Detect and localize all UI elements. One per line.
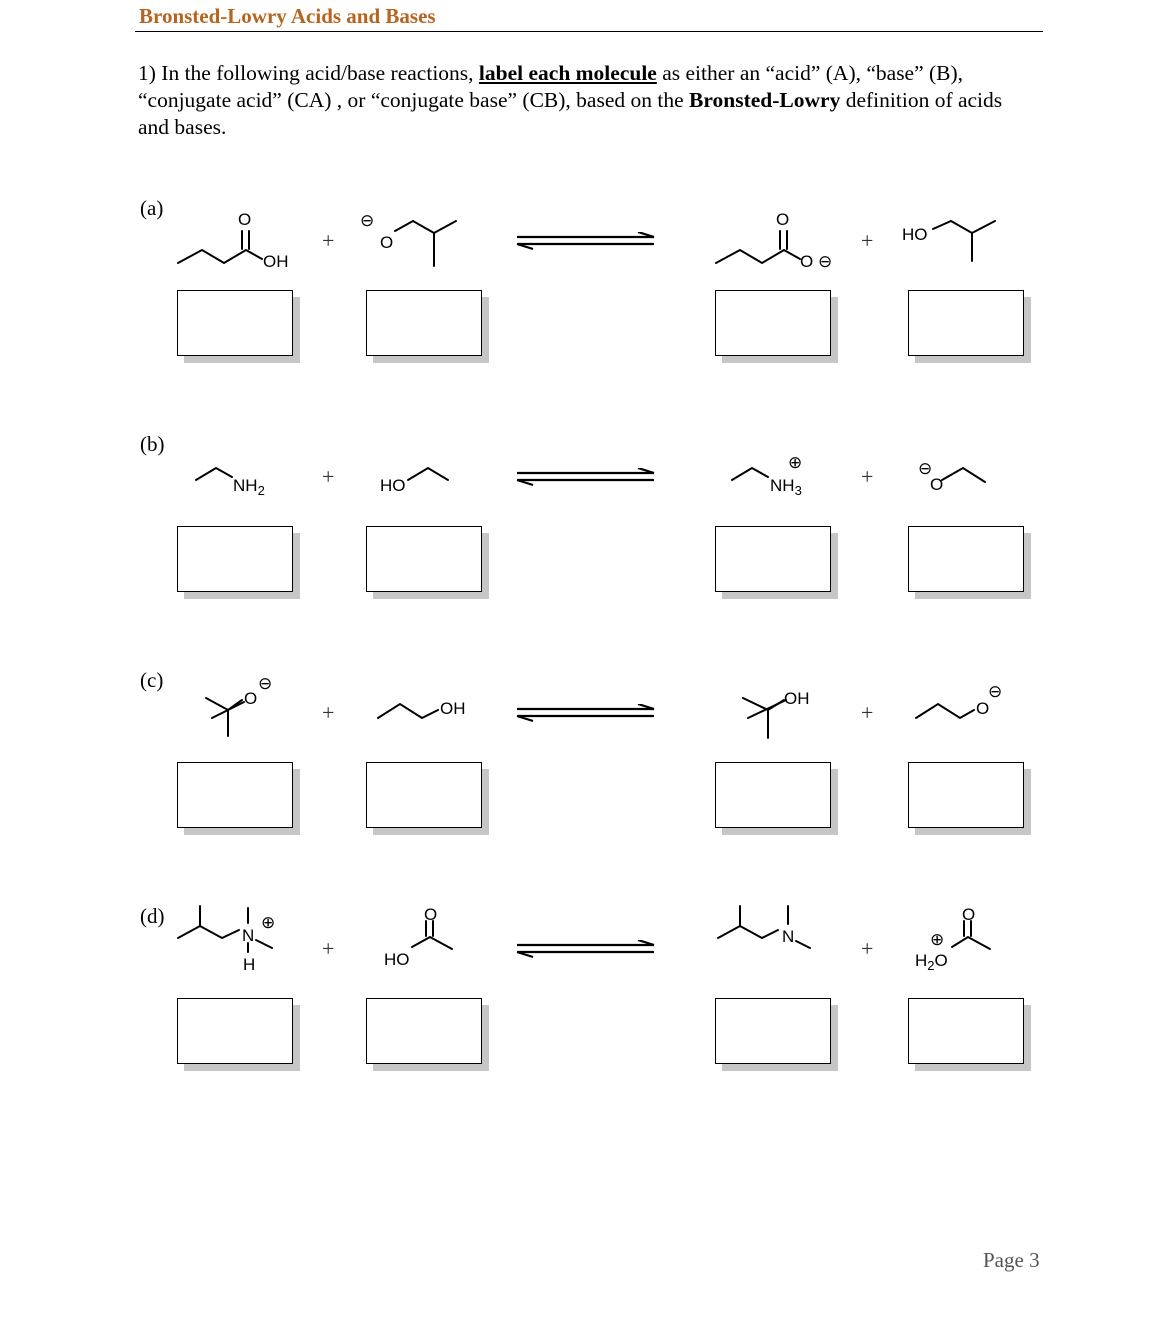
plus-sign: + [322, 936, 335, 961]
hydroxyl-group: OH [263, 252, 289, 271]
instructions-part-1: 1) In the following acid/base reactions, [138, 61, 479, 85]
plus-sign: + [322, 700, 335, 725]
alkoxide-oxygen: O [930, 475, 944, 494]
answer-box-b-1[interactable] [177, 526, 293, 592]
alkoxide-oxygen: O [380, 233, 394, 252]
instructions-bold: Bronsted-Lowry [689, 88, 841, 112]
answer-box-a-4[interactable] [908, 290, 1024, 356]
hydroxyl-group: OH [784, 689, 810, 708]
nitrogen-hydrogen: H [243, 955, 256, 974]
hydronium-oxygen: $H_2O$ [915, 951, 948, 973]
plus-sign: + [861, 936, 874, 961]
answer-box-a-2[interactable] [366, 290, 482, 356]
reaction-d-label: (d) [140, 904, 165, 928]
page-number: Page 3 [983, 1248, 1040, 1272]
plus-sign: + [861, 464, 874, 489]
worksheet-title: Bronsted-Lowry Acids and Bases [139, 4, 436, 28]
equilibrium-arrows [512, 940, 662, 960]
answer-box-c-1[interactable] [177, 762, 293, 828]
reaction-c-label: (c) [140, 668, 164, 692]
alkoxide-oxygen: O [976, 699, 990, 718]
plus-sign: + [861, 700, 874, 725]
reaction-d-conjugate-base-molecule [712, 900, 822, 960]
answer-box-d-4[interactable] [908, 998, 1024, 1064]
question-instructions [138, 60, 1038, 141]
answer-box-d-2[interactable] [366, 998, 482, 1064]
answer-box-c-2[interactable] [366, 762, 482, 828]
reaction-a-acid-molecule [170, 205, 310, 280]
positive-charge-icon: ⊕ [788, 453, 803, 472]
equilibrium-arrows [512, 232, 662, 252]
plus-sign: + [322, 228, 335, 253]
carboxylate-oxygen: O [800, 252, 814, 271]
reaction-a-base-molecule [355, 205, 465, 275]
answer-box-a-1[interactable] [177, 290, 293, 356]
reaction-b-acid-molecule [376, 455, 466, 505]
answer-box-d-3[interactable] [715, 998, 831, 1064]
answer-box-a-3[interactable] [715, 290, 831, 356]
reaction-c-conjugate-base-molecule [912, 678, 1012, 738]
answer-box-c-3[interactable] [715, 762, 831, 828]
reaction-b-label: (b) [140, 432, 165, 456]
positive-charge-icon: ⊕ [930, 930, 945, 949]
instructions-part-2: as either an “acid” (A), “base” (B), “conjugate acid” (CA) , or “conjugate base” (CB), based on the [138, 61, 964, 112]
ammonium-nitrogen: N [242, 926, 255, 945]
reaction-a-label: (a) [140, 196, 164, 220]
reaction-b-conjugate-base-molecule [915, 452, 1005, 502]
alkoxide-oxygen: O [244, 689, 258, 708]
carbonyl-oxygen: O [424, 905, 438, 924]
ammonium-group: $NH_3$ [770, 476, 802, 498]
reaction-b-conjugate-acid-molecule [726, 448, 836, 508]
answer-box-d-1[interactable] [177, 998, 293, 1064]
reaction-c-conjugate-acid-molecule [740, 680, 830, 745]
answer-box-c-4[interactable] [908, 762, 1024, 828]
amine-nitrogen: N [782, 927, 795, 946]
carbonyl-oxygen: O [776, 210, 790, 229]
reaction-d-conjugate-acid-molecule [912, 905, 1012, 975]
reaction-a-conjugate-base-molecule [708, 205, 848, 280]
equilibrium-arrows [512, 468, 662, 488]
plus-sign: + [861, 228, 874, 253]
reaction-c-base-molecule [198, 670, 288, 745]
answer-box-b-4[interactable] [908, 526, 1024, 592]
reaction-d-base-molecule [380, 905, 470, 975]
plus-sign: + [322, 464, 335, 489]
answer-box-b-2[interactable] [366, 526, 482, 592]
instructions-part-3: definition of acids and bases. [138, 88, 1003, 139]
amine-group: $NH_2$ [233, 476, 265, 498]
answer-box-b-3[interactable] [715, 526, 831, 592]
hydroxyl-group: HO [384, 950, 410, 969]
carbonyl-oxygen: O [238, 210, 252, 229]
carbonyl-oxygen: O [962, 905, 976, 924]
reaction-a-conjugate-acid-molecule [900, 205, 1010, 275]
negative-charge-icon: ⊖ [818, 252, 833, 271]
reaction-c-acid-molecule [372, 690, 482, 735]
equilibrium-arrows [512, 704, 662, 724]
reaction-d-acid-molecule [172, 900, 292, 980]
hydroxyl-group: HO [380, 476, 406, 495]
title-divider [135, 31, 1043, 32]
negative-charge-icon: ⊖ [988, 682, 1003, 701]
hydroxyl-group: OH [440, 699, 466, 718]
instructions-emphasis: label each molecule [478, 61, 657, 85]
reaction-b-base-molecule [188, 455, 298, 505]
positive-charge-icon: ⊕ [261, 913, 276, 932]
hydroxyl-group: HO [902, 225, 928, 244]
negative-charge-icon: ⊖ [918, 459, 933, 478]
negative-charge-icon: ⊖ [360, 211, 375, 230]
negative-charge-icon: ⊖ [258, 674, 273, 693]
